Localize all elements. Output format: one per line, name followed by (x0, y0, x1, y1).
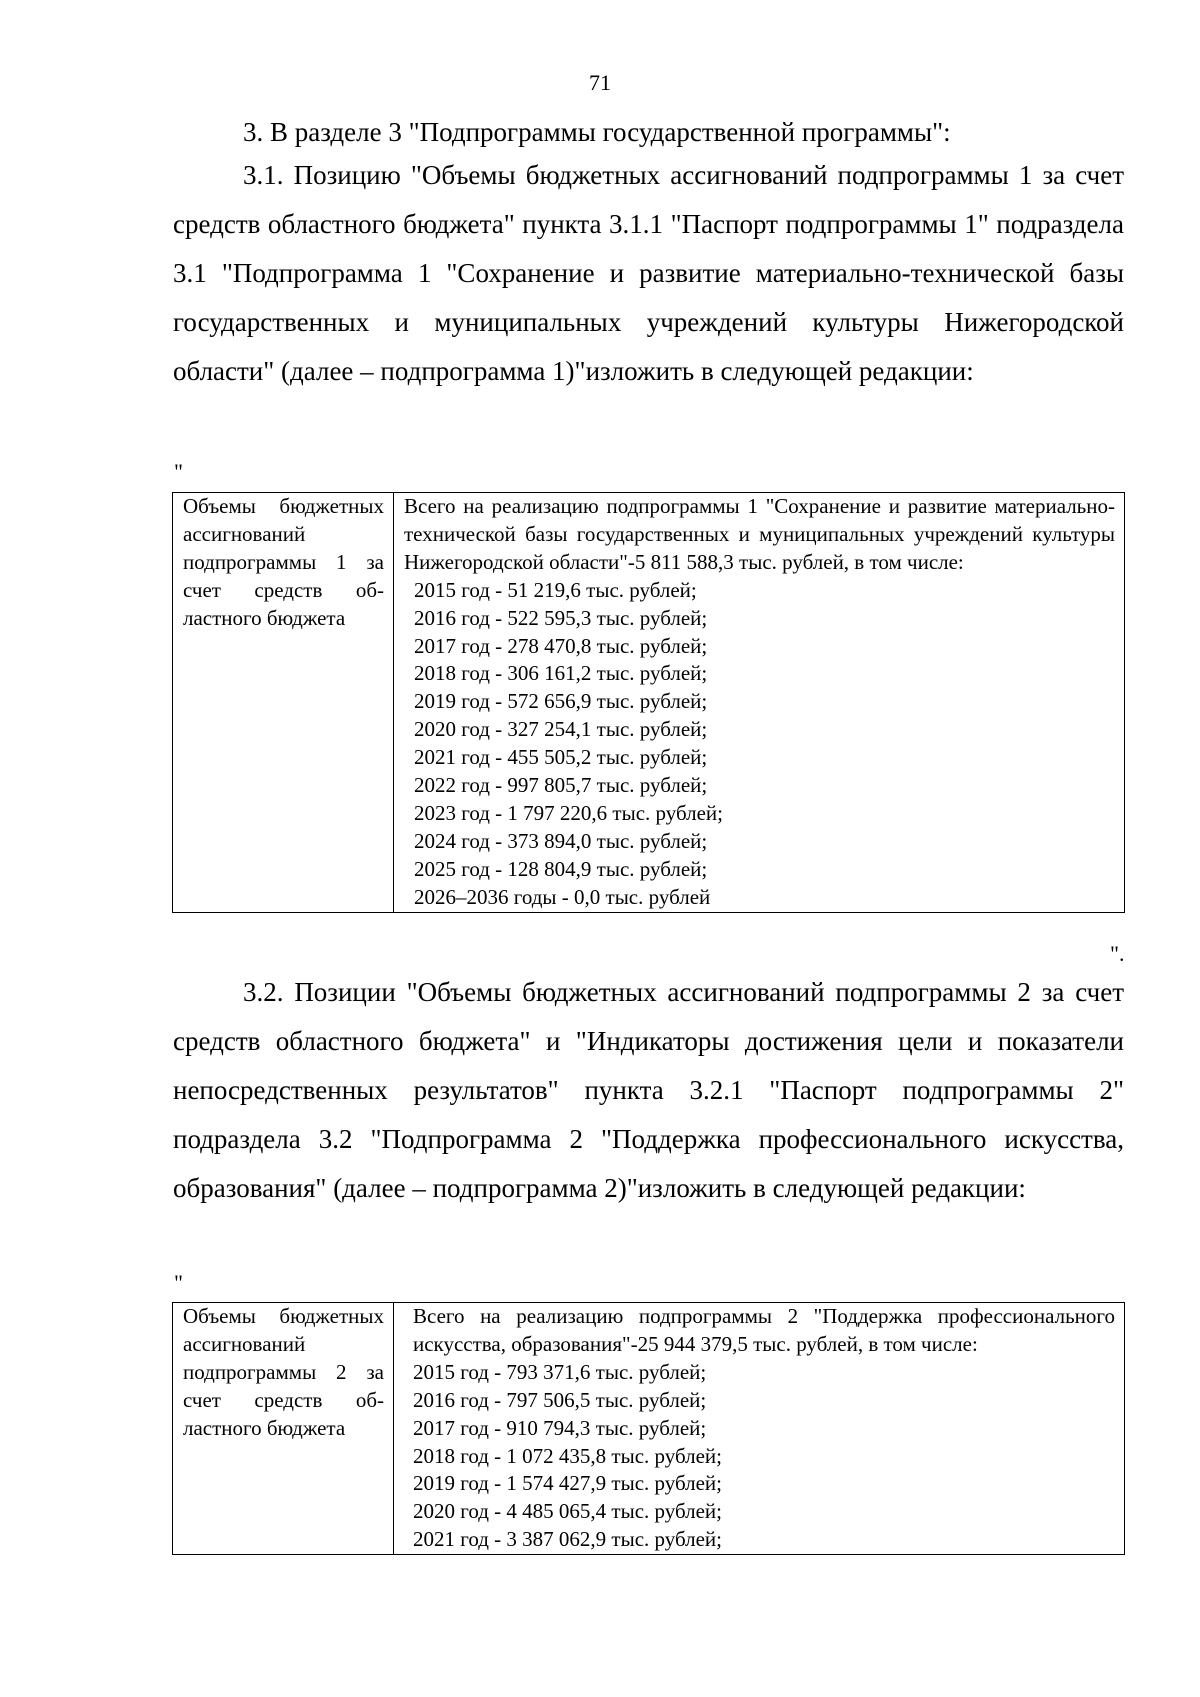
table-2-year-line: 2018 год - 1 072 435,8 тыс. рублей; (413, 1443, 723, 1468)
table-1-summary: Всего на реализацию подпрограммы 1 "Сохранение и развитие материально-технической базы государственных и муниципальных учреждений культуры Нижегородской области"-5 811 588,3 тыс. рублей, в том числе: (404, 494, 1115, 574)
table-1-year-line: 2024 год - 373 894,0 тыс. рублей; (414, 828, 708, 853)
table-2-year-line: 2015 год - 793 371,6 тыс. рублей; (413, 1359, 707, 1384)
table-1-year-line: 2017 год - 278 470,8 тыс. рублей; (414, 633, 708, 658)
table-1-year-line: 2026–2036 годы - 0,0 тыс. рублей (414, 884, 711, 909)
table-1-year-line: 2021 год - 455 505,2 тыс. рублей; (414, 745, 708, 770)
table-1-year-line: 2023 год - 1 797 220,6 тыс. рублей; (414, 800, 724, 825)
table-1-year-line: 2020 год - 327 254,1 тыс. рублей; (414, 717, 708, 742)
table-2-label-cell: Объемы бюджетных ассигнований подпрограммы 2 за счет средств областного бюджета (173, 1303, 394, 1555)
table-1-year-line: 2015 год - 51 219,6 тыс. рублей; (414, 577, 697, 602)
section-heading: 3. В разделе 3 "Подпрограммы государственной программы": (243, 117, 951, 147)
open-quote-1: " (174, 459, 183, 484)
table-1-year-line: 2022 год - 997 805,7 тыс. рублей; (414, 773, 708, 798)
paragraph-3-2: 3.2. Позиции "Объемы бюджетных ассигнований подпрограммы 2 за счет средств областного бюджета" и "Индикаторы достижения цели и показатели непосредственных результатов" пункта 3.2.1 "Паспорт подпрограммы 2" подраздела 3.2 "Подпрограмма 2 "Поддержка профессионального искусства, образования" (далее – подпрограмма 2)"изложить в следующей редакции: (173, 977, 1124, 1203)
table-1-year-line: 2016 год - 522 595,3 тыс. рублей; (414, 605, 708, 630)
table-2-value-cell (394, 1303, 1125, 1555)
table-2-year-line: 2019 год - 1 574 427,9 тыс. рублей; (413, 1471, 723, 1496)
table-row (173, 493, 1125, 913)
open-quote-2: " (174, 1270, 183, 1295)
budget-table-1 (172, 492, 1125, 913)
table-1-year-line: 2025 год - 128 804,9 тыс. рублей; (414, 856, 708, 881)
table-2-summary: Всего на реализацию подпрограммы 2 "Поддержка профессионального искусства, образования"-25 944 379,5 тыс. рублей, в том числе: (413, 1304, 1115, 1356)
table-1-year-line: 2019 год - 572 656,9 тыс. рублей; (414, 689, 708, 714)
close-quote-1: ". (1110, 941, 1125, 966)
paragraph-3-1: 3.1. Позицию "Объемы бюджетных ассигнований подпрограммы 1 за счет средств областного бюджета" пункта 3.1.1 "Паспорт подпрограммы 1" подраздела 3.1 "Подпрограмма 1 "Сохранение и развитие материально-технической базы государственных и муниципальных учреждений культуры Нижегородской области" (далее – подпрограмма 1)"изложить в следующей редакции: (173, 160, 1124, 386)
table-2-year-line: 2021 год - 3 387 062,9 тыс. рублей; (413, 1527, 723, 1552)
table-1-year-line: 2018 год - 306 161,2 тыс. рублей; (414, 661, 708, 686)
page-number: 71 (589, 70, 611, 95)
table-1-value-cell (394, 493, 1125, 913)
budget-table-2 (172, 1302, 1125, 1555)
table-1-label-cell: Объемы бюджетных ассигнований подпрограммы 1 за счет средств областного бюджета (173, 493, 394, 913)
table-2-year-line: 2017 год - 910 794,3 тыс. рублей; (413, 1415, 707, 1440)
table-row (173, 1303, 1125, 1555)
table-2-year-line: 2016 год - 797 506,5 тыс. рублей; (413, 1387, 707, 1412)
table-2-year-line: 2020 год - 4 485 065,4 тыс. рублей; (413, 1499, 723, 1524)
